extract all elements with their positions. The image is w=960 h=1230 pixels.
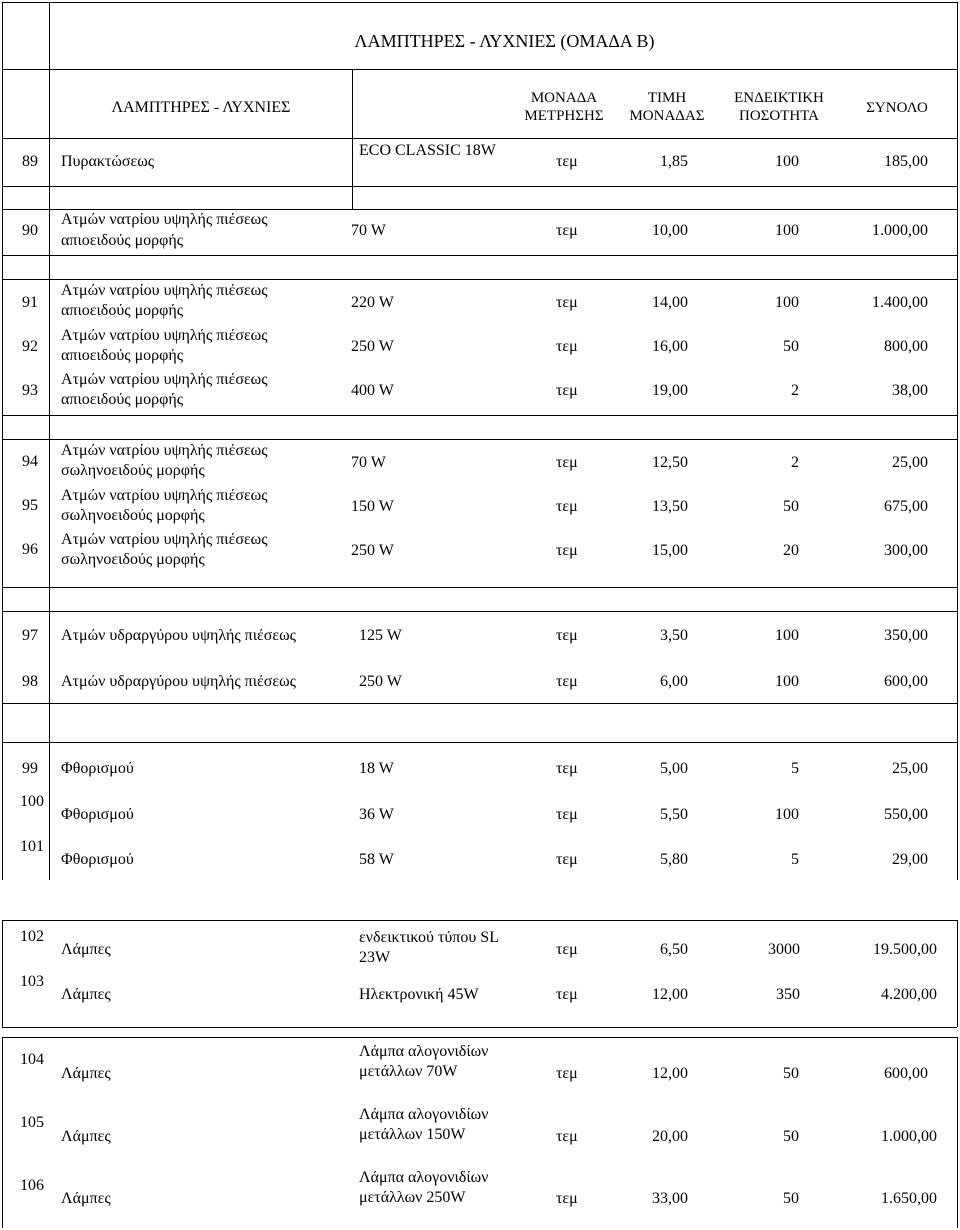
row-98-price: 6,00: [660, 673, 688, 690]
row-104-unit: τεμ: [556, 1065, 578, 1082]
row-95-price: 13,50: [652, 498, 688, 515]
row-101-desc: Φθορισμού: [61, 851, 134, 868]
row-105-no: 105: [20, 1114, 44, 1131]
row-92-unit: τεμ: [556, 338, 578, 355]
row-100-price: 5,50: [660, 806, 688, 823]
row-93-price: 19,00: [652, 382, 688, 399]
row-105-price: 20,00: [652, 1128, 688, 1145]
row-106-total: 1.650,00: [881, 1190, 937, 1207]
row-103-total: 4.200,00: [881, 986, 937, 1003]
row-92-total: 800,00: [884, 338, 928, 355]
row-100-qty: 100: [775, 806, 799, 823]
row-104-price: 12,00: [652, 1065, 688, 1082]
row-99-spec: 18 W: [359, 760, 394, 777]
row-92-qty: 50: [783, 338, 799, 355]
price-table: [2, 2, 957, 1228]
row-97-unit: τεμ: [556, 627, 578, 644]
row-90-no: 90: [22, 222, 38, 239]
row-93-spec: 400 W: [351, 382, 394, 399]
row-102-no: 102: [20, 928, 44, 945]
row-103-desc: Λάμπες: [61, 986, 111, 1003]
row-92-spec: 250 W: [351, 338, 394, 355]
row-92-no: 92: [22, 338, 38, 355]
row-104-spec: Λάμπα αλογονιδίων μετάλλων 70W: [359, 1043, 489, 1080]
row-96-total: 300,00: [884, 542, 928, 559]
row-91-spec: 220 W: [351, 294, 394, 311]
row-91-unit: τεμ: [556, 294, 578, 311]
row-94-unit: τεμ: [556, 454, 578, 471]
row-98-qty: 100: [775, 673, 799, 690]
row-97-total: 350,00: [884, 627, 928, 644]
row-94-total: 25,00: [892, 454, 928, 471]
row-103-unit: τεμ: [556, 986, 578, 1003]
row-99-qty: 5: [791, 760, 799, 777]
row-105-desc: Λάμπες: [61, 1128, 111, 1145]
row-93-desc: Ατμών νατρίου υψηλής πιέσεως απιοειδούς μορφής: [61, 371, 268, 408]
row-101-qty: 5: [791, 851, 799, 868]
row-91-price: 14,00: [652, 294, 688, 311]
row-106-spec: Λάμπα αλογονιδίων μετάλλων 250W: [359, 1169, 489, 1206]
row-93-qty: 2: [791, 382, 799, 399]
row-97-price: 3,50: [660, 627, 688, 644]
row-89-unit: τεμ: [556, 153, 578, 170]
row-96-unit: τεμ: [556, 542, 578, 559]
row-106-price: 33,00: [652, 1190, 688, 1207]
row-98-no: 98: [22, 673, 38, 690]
row-99-price: 5,00: [660, 760, 688, 777]
row-106-desc: Λάμπες: [61, 1190, 111, 1207]
row-100-desc: Φθορισμού: [61, 806, 134, 823]
row-104-total: 600,00: [884, 1065, 928, 1082]
row-89-total: 185,00: [884, 153, 928, 170]
row-95-total: 675,00: [884, 498, 928, 515]
row-95-no: 95: [22, 497, 38, 514]
row-104-qty: 50: [783, 1065, 799, 1082]
row-93-unit: τεμ: [556, 382, 578, 399]
row-105-unit: τεμ: [556, 1128, 578, 1145]
header-total: ΣΥΝΟΛΟ: [866, 100, 928, 116]
row-103-no: 103: [20, 973, 44, 990]
row-97-spec: 125 W: [359, 627, 402, 644]
row-105-total: 1.000,00: [881, 1128, 937, 1145]
row-100-no: 100: [20, 793, 44, 810]
row-95-spec: 150 W: [351, 498, 394, 515]
row-89-desc: Πυρακτώσεως: [61, 153, 155, 170]
row-96-qty: 20: [783, 542, 799, 559]
row-94-qty: 2: [791, 454, 799, 471]
row-99-unit: τεμ: [556, 760, 578, 777]
row-90-unit: τεμ: [556, 222, 578, 239]
row-97-no: 97: [22, 627, 38, 644]
row-91-qty: 100: [775, 294, 799, 311]
row-94-price: 12,50: [652, 454, 688, 471]
row-93-no: 93: [22, 382, 38, 399]
row-94-desc: Ατμών νατρίου υψηλής πιέσεως σωληνοειδούς μορφής: [61, 442, 268, 479]
row-90-spec: 70 W: [351, 222, 386, 239]
row-95-qty: 50: [783, 498, 799, 515]
row-99-total: 25,00: [892, 760, 928, 777]
row-98-desc: Ατμών υδραργύρου υψηλής πιέσεως: [61, 673, 296, 690]
row-102-unit: τεμ: [556, 941, 578, 958]
header-item: ΛΑΜΠΤΗΡΕΣ - ΛΥΧΝΙΕΣ: [111, 99, 291, 116]
header-unit: ΜΟΝΑΔΑ ΜΕΤΡΗΣΗΣ: [524, 90, 604, 124]
row-102-desc: Λάμπες: [61, 941, 111, 958]
row-103-spec: Ηλεκτρονική 45W: [359, 986, 479, 1003]
row-89-price: 1,85: [660, 153, 688, 170]
row-90-total: 1.000,00: [872, 222, 928, 239]
row-95-desc: Ατμών νατρίου υψηλής πιέσεως σωληνοειδούς μορφής: [61, 487, 268, 524]
page-title: ΛΑΜΠΤΗΡΕΣ - ΛΥΧΝΙΕΣ (ΟΜΑΔΑ Β): [354, 31, 655, 51]
row-106-no: 106: [20, 1177, 44, 1194]
row-102-total: 19.500,00: [873, 941, 937, 958]
row-91-no: 91: [22, 294, 38, 311]
row-102-qty: 3000: [768, 941, 800, 958]
row-104-desc: Λάμπες: [61, 1065, 111, 1082]
header-qty: ΕΝΔΕΙΚΤΙΚΗ ΠΟΣΟΤΗΤΑ: [734, 90, 824, 124]
row-104-no: 104: [20, 1051, 44, 1068]
row-89-spec: ECO CLASSIC 18W: [359, 142, 496, 159]
row-96-price: 15,00: [652, 542, 688, 559]
row-98-spec: 250 W: [359, 673, 402, 690]
row-100-spec: 36 W: [359, 806, 394, 823]
row-89-qty: 100: [775, 153, 799, 170]
row-102-spec: ενδεικτικού τύπου SL 23W: [359, 929, 499, 966]
row-106-unit: τεμ: [556, 1190, 578, 1207]
row-91-desc: Ατμών νατρίου υψηλής πιέσεως απιοειδούς μορφής: [61, 282, 268, 319]
row-95-unit: τεμ: [556, 498, 578, 515]
row-94-spec: 70 W: [351, 454, 386, 471]
row-94-no: 94: [22, 453, 38, 470]
row-103-price: 12,00: [652, 986, 688, 1003]
row-103-qty: 350: [776, 986, 800, 1003]
row-96-spec: 250 W: [351, 542, 394, 559]
row-91-total: 1.400,00: [872, 294, 928, 311]
row-90-desc: Ατμών νατρίου υψηλής πιέσεως απιοειδούς μορφής: [61, 211, 268, 249]
row-99-desc: Φθορισμού: [61, 760, 134, 777]
row-100-unit: τεμ: [556, 806, 578, 823]
row-93-total: 38,00: [892, 382, 928, 399]
row-101-total: 29,00: [892, 851, 928, 868]
row-99-no: 99: [22, 760, 38, 777]
header-price: ΤΙΜΗ ΜΟΝΑΔΑΣ: [629, 90, 705, 124]
row-98-unit: τεμ: [556, 673, 578, 690]
row-96-desc: Ατμών νατρίου υψηλής πιέσεως σωληνοειδούς μορφής: [61, 531, 268, 568]
row-100-total: 550,00: [884, 806, 928, 823]
row-89-no: 89: [22, 153, 38, 170]
row-98-total: 600,00: [884, 673, 928, 690]
row-101-no: 101: [20, 838, 44, 855]
row-90-qty: 100: [775, 222, 799, 239]
row-97-desc: Ατμών υδραργύρου υψηλής πιέσεως: [61, 627, 296, 644]
row-97-qty: 100: [775, 627, 799, 644]
row-105-spec: Λάμπα αλογονιδίων μετάλλων 150W: [359, 1106, 489, 1143]
row-102-price: 6,50: [660, 941, 688, 958]
row-101-spec: 58 W: [359, 851, 394, 868]
row-90-price: 10,00: [652, 222, 688, 239]
row-105-qty: 50: [783, 1128, 799, 1145]
row-96-no: 96: [22, 541, 38, 558]
row-92-desc: Ατμών νατρίου υψηλής πιέσεως απιοειδούς μορφής: [61, 327, 268, 364]
row-101-price: 5,80: [660, 851, 688, 868]
row-92-price: 16,00: [652, 338, 688, 355]
row-101-unit: τεμ: [556, 851, 578, 868]
row-106-qty: 50: [783, 1190, 799, 1207]
